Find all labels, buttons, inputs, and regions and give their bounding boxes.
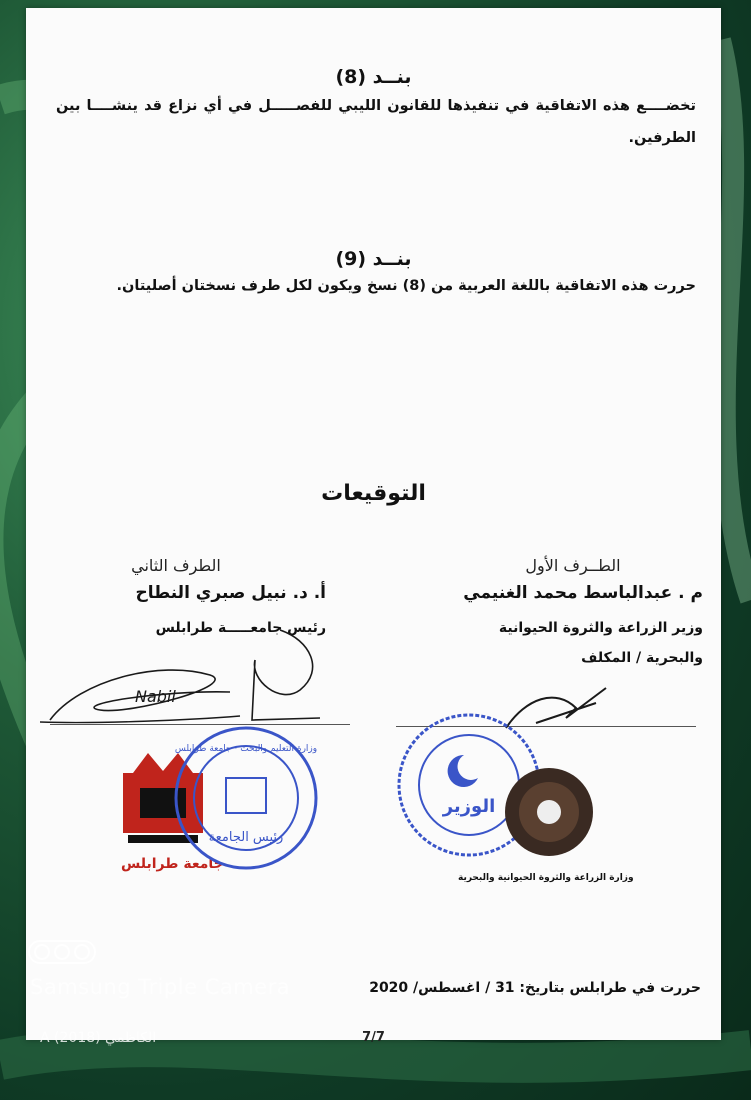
clause-9-text: حررت هذه الاتفاقية باللغة العربية من (8) نسخ ويكون لكل طرف نسختان أصليتان.	[116, 278, 696, 294]
clause-8-text: تخضــــع هذه الاتفاقية في تنفيذها للقانون الليبي للفصـــــل في أي نزاع قد ينشــــا بين الطرفين.	[56, 98, 696, 146]
university-logo-caption: جامعة طرابلس	[121, 856, 224, 872]
first-party-block	[403, 556, 703, 673]
camera-watermark-2: الكاظمي (2018) A	[40, 1030, 157, 1046]
document-page	[26, 8, 721, 1045]
camera-watermark: Samsung Triple Camera	[30, 975, 291, 999]
second-party-signature	[40, 620, 340, 730]
university-stamp	[171, 723, 321, 873]
second-party-name: أ. د. نبيل صبري النطاح	[135, 583, 326, 603]
first-party-title-2: والبحرية / المكلف	[581, 650, 703, 666]
clause-9-title: بنــد (9)	[335, 248, 412, 270]
ministry-stamp-center: الوزير	[442, 796, 496, 817]
first-party-label: الطــرف الأول	[525, 556, 621, 575]
date-line: حررت في طرابلس بتاريخ: 31 / اغسطس/ 2020	[369, 980, 701, 996]
signature-scribble-text: Nabil	[135, 687, 176, 706]
ministry-emblem	[502, 765, 597, 860]
university-stamp-ring: وزارة التعليم والبحث · جامعة طرابلس	[174, 744, 318, 754]
page-number: 7/7	[362, 1030, 385, 1045]
second-party-label: الطرف الثاني	[131, 556, 221, 575]
camera-lens-icon	[28, 940, 96, 964]
ministry-caption: وزارة الزراعة والثروة الحيوانية والبحرية	[458, 873, 634, 883]
second-party-title: رئيس جامعـــــة طرابلس	[155, 620, 326, 636]
first-party-name: م . عبدالباسط محمد الغنيمي	[463, 583, 703, 603]
signatures-heading: التوقيعات	[321, 481, 426, 506]
clause-8-title: بنــد (8)	[335, 66, 412, 88]
university-stamp-center: رئيس الجامعة	[208, 830, 284, 845]
first-party-title-1: وزير الزراعة والثروة الحيوانية	[498, 620, 703, 636]
